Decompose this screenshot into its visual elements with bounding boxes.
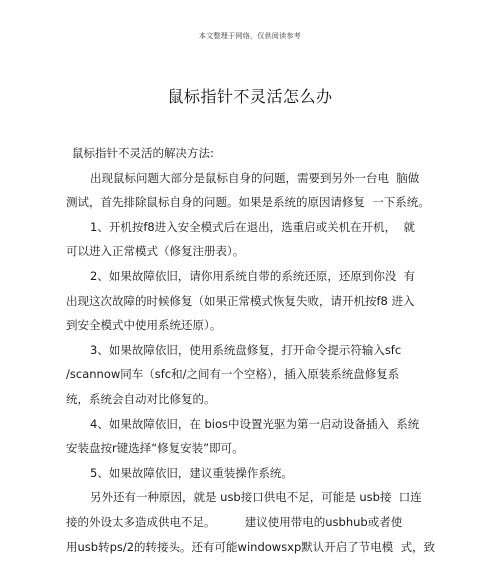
paragraph-line: 接的外设太多造成供电不足。 建议使用带电的usbhub或者使 <box>66 514 403 529</box>
paragraph-line: 统，系统会自动对比修复的。 <box>66 391 216 406</box>
document-title: 鼠标指针不灵活怎么办 <box>167 87 333 106</box>
paragraph-line: 用usb转ps/2的转接头。还有可能windowsxp默认开启了节电模 式，致 <box>66 539 436 554</box>
paragraph-line: 2、如果故障依旧，请你用系统自带的系统还原，还原到你没 有 <box>90 268 416 283</box>
paragraph-line: 3、如果故障依旧，使用系统盘修复，打开命令提示符输入sfc <box>90 342 402 357</box>
header-note: 本文整理于网络，仅供阅读参考 <box>198 32 302 40</box>
paragraph-line: /scannow同车（sfc和/之间有一个空格），插入原装系统盘修复系 <box>66 367 400 382</box>
paragraph-line: 测试，首先排除鼠标自身的问题。如果是系统的原因请修复 一下系统。 <box>66 195 430 210</box>
paragraph-line: 4、如果故障依旧，在 bios中设置光驱为第一启动设备插入 系统 <box>90 416 420 431</box>
paragraph-line: 另外还有一种原因，就是 usb接口供电不足，可能是 usb接 口连 <box>90 490 422 505</box>
document-body <box>66 141 436 559</box>
paragraph-line: 1、开机按f8进入安全模式后在退出，选重启或关机在开机， 就 <box>90 219 415 234</box>
paragraph-line: 安装盘按r键选择“修复安装”即可。 <box>66 441 244 456</box>
paragraph-line: 出现这次故障的时候修复（如果正常模式恢复失败，请开机按f8 进入 <box>66 293 415 308</box>
paragraph-line: 5、如果故障依旧，建议重装操作系统。 <box>90 465 293 480</box>
paragraph-line: 出现鼠标问题大部分是鼠标自身的问题，需要到另外一台电 脑做 <box>90 170 420 185</box>
paragraph-line: 可以进入正常模式（修复注册表）。 <box>66 244 245 259</box>
paragraph-line: 到安全模式中使用系统还原）。 <box>66 318 222 333</box>
paragraph-line: 鼠标指针不灵活的解决方法: <box>72 146 214 160</box>
